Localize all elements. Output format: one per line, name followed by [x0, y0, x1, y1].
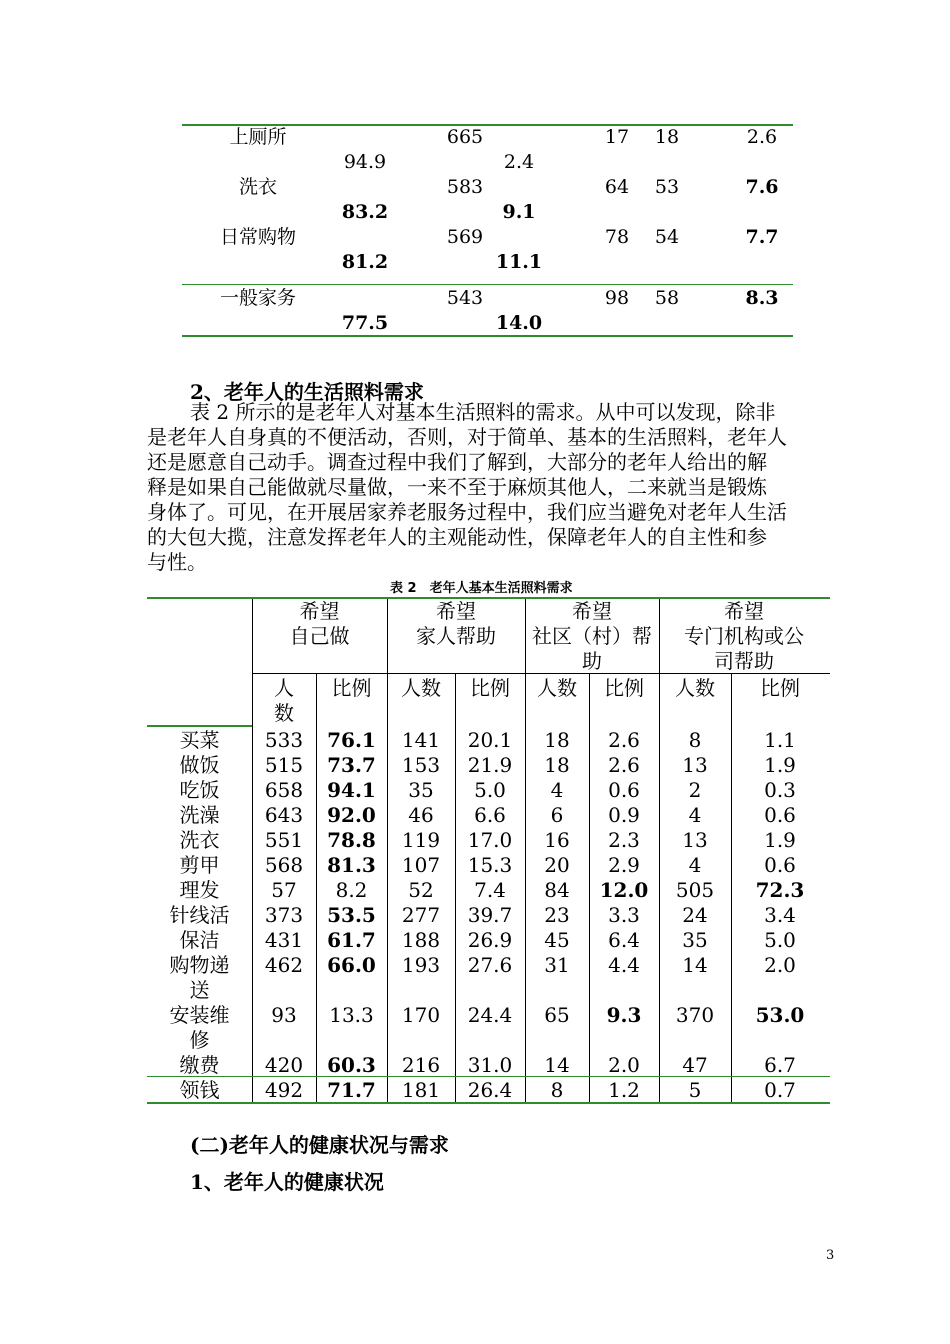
table2-cell-ratio: 60.3: [327, 1053, 376, 1077]
table1-cell-ratio: 94.9: [343, 151, 387, 173]
paragraph-line: 与性。: [147, 550, 207, 574]
table2-item-label-line: 剪甲: [179, 853, 220, 877]
table2-cell-count: 643: [264, 803, 304, 827]
table2-cell-ratio: 6.4: [608, 928, 640, 952]
table2-cell-ratio: 81.3: [327, 853, 376, 877]
table2-subheader-line: 人数: [537, 676, 577, 700]
table2-cell-count: 6: [550, 803, 564, 827]
table2-cell-count: 181: [401, 1078, 441, 1102]
table2-cell-count: 52: [408, 878, 434, 902]
table2-group-header-line: 专门机构或公: [684, 624, 804, 648]
page-number: 3: [826, 1248, 835, 1263]
table2-cell-count: 188: [401, 928, 441, 952]
table2-subheader-line: 人数: [675, 676, 715, 700]
table1: [0, 0, 950, 360]
table-row: [147, 728, 829, 753]
table2-cell-ratio: 4.4: [608, 953, 640, 977]
table2-subheader: [589, 676, 659, 701]
table2-cell-ratio: 13.3: [329, 1003, 374, 1027]
table2-item-label-line: 安装维: [169, 1003, 230, 1027]
table2-cell-count: 14: [544, 1053, 570, 1077]
table2-cell-count: 16: [544, 828, 570, 852]
table2-subheader-line: 比例: [604, 676, 644, 700]
table2-cell-count: 8: [688, 728, 702, 752]
table2-cell-ratio: 17.0: [467, 828, 513, 852]
table2-cell-ratio: 92.0: [327, 803, 376, 827]
table1-item-label: 洗衣: [238, 176, 277, 198]
table1-cell-count: 665: [446, 126, 484, 148]
table2-item-label: [147, 878, 252, 903]
table2-cell-ratio: 0.6: [764, 803, 796, 827]
table-row: [147, 828, 829, 853]
table1-cell-ratio: 7.7: [745, 226, 779, 248]
table2-cell-count: 84: [544, 878, 570, 902]
table2-cell-count: 505: [675, 878, 715, 902]
table2-subheader: [387, 676, 455, 701]
table-row: [147, 753, 829, 778]
table2-cell-count: 568: [264, 853, 304, 877]
table2-cell-ratio: 12.0: [599, 878, 649, 902]
table1-cell-count: 58: [654, 287, 680, 309]
table-row: [147, 928, 829, 953]
table2-item-label: [147, 778, 252, 803]
table2-cell-ratio: 66.0: [327, 953, 376, 977]
table2-subheader-line: 比例: [760, 676, 800, 700]
table1-cell-count: 17: [604, 126, 630, 148]
table2-cell-ratio: 21.9: [467, 753, 513, 777]
table2-item-label: [147, 903, 252, 928]
table2-cell-ratio: 27.6: [467, 953, 513, 977]
table2-cell-count: 658: [264, 778, 304, 802]
table2-cell-ratio: 24.4: [467, 1003, 513, 1027]
table2-item-label: [147, 728, 252, 753]
table2-cell-ratio: 0.6: [608, 778, 640, 802]
table-row: [147, 853, 829, 878]
table-row: [147, 1003, 829, 1053]
table2-item-label: [147, 1003, 252, 1053]
table2-stub-header-rule: [147, 725, 252, 727]
table2-subheader-line: 人数: [401, 676, 441, 700]
table2-cell-ratio: 94.1: [327, 778, 376, 802]
table2-group-header-line: 自己做: [289, 624, 350, 648]
table2-subheader-line: 数: [274, 701, 294, 725]
table1-cell-count: 98: [604, 287, 630, 309]
table2-cell-count: 373: [264, 903, 304, 927]
table2-cell-count: 462: [264, 953, 304, 977]
table2-subheader-line: 比例: [470, 676, 510, 700]
table-row: [147, 1053, 829, 1078]
table2-cell-count: 370: [675, 1003, 715, 1027]
table2-cell-count: 4: [688, 803, 702, 827]
paragraph-line: 释是如果自己能做就尽量做，一来不至于麻烦其他人，二来就当是锻炼: [147, 475, 767, 499]
table2-cell-ratio: 76.1: [327, 728, 376, 752]
table2-group-header-line: 希望: [572, 599, 612, 623]
table2-cell-count: 492: [264, 1078, 304, 1102]
table2: [147, 597, 830, 1107]
table2-subheader: [659, 676, 731, 701]
table1-item-label: 日常购物: [219, 226, 296, 248]
table2-cell-count: 18: [544, 728, 570, 752]
table2-cell-count: 153: [401, 753, 441, 777]
table2-cell-count: 431: [264, 928, 304, 952]
table2-item-label-line: 买菜: [179, 728, 220, 752]
table2-cell-count: 65: [544, 1003, 570, 1027]
table2-caption: 表 2 老年人基本生活照料需求: [390, 581, 573, 596]
table2-cell-ratio: 6.7: [764, 1053, 796, 1077]
table-row: [147, 953, 829, 1003]
table2-cell-ratio: 1.2: [608, 1078, 640, 1102]
table2-cell-ratio: 71.7: [327, 1078, 376, 1102]
table2-group-header-line: 助: [582, 649, 602, 673]
table1-bottom-rule: [182, 335, 793, 337]
table2-item-label: [147, 853, 252, 878]
table2-cell-ratio: 1.9: [764, 828, 796, 852]
table1-cell-count: 53: [654, 176, 680, 198]
table-row: [147, 878, 829, 903]
table1-cell-count: 583: [446, 176, 484, 198]
table2-cell-count: 23: [544, 903, 570, 927]
table2-cell-ratio: 1.9: [764, 753, 796, 777]
table2-subheader-line: 人: [274, 676, 294, 700]
table2-item-label-line: 洗澡: [179, 803, 220, 827]
table2-cell-ratio: 26.4: [467, 1078, 513, 1102]
table2-cell-ratio: 78.8: [327, 828, 376, 852]
table2-item-label-line: 理发: [179, 878, 220, 902]
table2-cell-ratio: 8.2: [335, 878, 368, 902]
table2-cell-ratio: 0.9: [608, 803, 640, 827]
table2-item-label-line: 洗衣: [179, 828, 220, 852]
table2-item-label-line: 送: [189, 978, 210, 1002]
health-subheading: 1、老年人的健康状况: [190, 1170, 384, 1194]
table2-cell-ratio: 0.7: [764, 1078, 796, 1102]
table2-group-header: [659, 599, 829, 674]
paragraph-line: 表 2 所示的是老年人对基本生活照料的需求。从中可以发现，除非: [190, 400, 776, 424]
table1-cell-ratio: 81.2: [341, 251, 389, 273]
table2-cell-count: 18: [544, 753, 570, 777]
table2-item-label-line: 缴费: [179, 1053, 220, 1077]
table2-cell-ratio: 7.4: [474, 878, 506, 902]
table2-group-header: [525, 599, 659, 674]
table1-cell-ratio: 2.4: [503, 151, 535, 173]
table2-cell-count: 24: [682, 903, 708, 927]
section-paragraph: [147, 400, 837, 580]
table2-cell-ratio: 15.3: [467, 853, 513, 877]
table2-cell-ratio: 6.6: [474, 803, 506, 827]
table1-cell-count: 64: [604, 176, 630, 198]
table2-cell-ratio: 0.6: [764, 853, 796, 877]
table2-cell-count: 57: [271, 878, 297, 902]
table2-cell-count: 551: [264, 828, 304, 852]
table2-group-header: [387, 599, 525, 649]
table1-item-label: 上厕所: [229, 126, 287, 148]
table-row: [147, 803, 829, 828]
table2-group-header-line: 司帮助: [714, 649, 774, 673]
table1-cell-ratio: 11.1: [495, 251, 543, 273]
table1-cell-ratio: 14.0: [495, 312, 543, 334]
table2-cell-ratio: 20.1: [467, 728, 513, 752]
table1-cell-count: 18: [654, 126, 680, 148]
table2-subheader-line: 比例: [331, 676, 372, 700]
table2-cell-ratio: 2.9: [608, 853, 640, 877]
table2-cell-count: 47: [682, 1053, 708, 1077]
table2-group-header-line: 家人帮助: [416, 624, 496, 648]
table1-cell-count: 543: [446, 287, 484, 309]
table2-group-header-line: 社区（村）帮: [532, 624, 652, 648]
table2-item-label-line: 修: [189, 1028, 210, 1052]
table2-cell-count: 13: [682, 828, 708, 852]
table2-item-label-line: 购物递: [169, 953, 230, 977]
table2-cell-count: 45: [544, 928, 570, 952]
table2-group-header-line: 希望: [299, 599, 340, 623]
table2-subheader: [731, 676, 829, 701]
table2-item-label-line: 针线活: [169, 903, 230, 927]
table2-cell-count: 216: [401, 1053, 441, 1077]
table2-cell-ratio: 61.7: [327, 928, 376, 952]
table1-cell-ratio: 8.3: [745, 287, 779, 309]
table2-subheader: [455, 676, 525, 701]
table1-cell-ratio: 83.2: [341, 201, 389, 223]
table2-item-label: [147, 1053, 252, 1078]
table-row: [147, 1078, 829, 1103]
table1-cell-ratio: 9.1: [502, 201, 536, 223]
table2-cell-ratio: 73.7: [327, 753, 376, 777]
table2-cell-ratio: 26.9: [467, 928, 513, 952]
table1-cell-ratio: 2.6: [746, 126, 778, 148]
table2-cell-count: 14: [682, 953, 708, 977]
table2-cell-count: 35: [682, 928, 708, 952]
table2-cell-ratio: 2.6: [608, 728, 640, 752]
table2-cell-ratio: 2.0: [608, 1053, 640, 1077]
table2-cell-count: 13: [682, 753, 708, 777]
table2-cell-ratio: 0.3: [764, 778, 796, 802]
section-heading: 2、老年人的生活照料需求: [190, 380, 424, 404]
table2-item-label-line: 吃饭: [179, 778, 220, 802]
table2-cell-count: 2: [688, 778, 702, 802]
table2-cell-ratio: 5.0: [764, 928, 796, 952]
table2-item-label: [147, 803, 252, 828]
table2-cell-count: 107: [401, 853, 441, 877]
table1-cell-ratio: 77.5: [341, 312, 389, 334]
table2-subheader: [525, 676, 589, 701]
table2-cell-ratio: 5.0: [474, 778, 506, 802]
table2-cell-count: 46: [408, 803, 434, 827]
table2-cell-ratio: 1.1: [764, 728, 796, 752]
table2-cell-ratio: 2.6: [608, 753, 640, 777]
table2-subheader: [252, 676, 316, 726]
table2-cell-ratio: 53.0: [755, 1003, 805, 1027]
table2-item-label-line: 保洁: [179, 928, 220, 952]
table2-item-label-line: 领钱: [179, 1078, 220, 1102]
table2-cell-count: 31: [544, 953, 570, 977]
table2-cell-count: 141: [401, 728, 441, 752]
table1-cell-count: 54: [654, 226, 680, 248]
table-row: [147, 903, 829, 928]
table2-subheader: [316, 676, 387, 701]
paragraph-line: 还是愿意自己动手。调查过程中我们了解到，大部分的老年人给出的解: [147, 450, 767, 474]
table2-group-header-line: 希望: [724, 599, 764, 623]
table2-cell-ratio: 72.3: [755, 878, 805, 902]
health-section-heading: (二)老年人的健康状况与需求: [190, 1133, 449, 1157]
table2-cell-ratio: 3.3: [608, 903, 640, 927]
table2-cell-count: 20: [544, 853, 570, 877]
table1-cell-ratio: 7.6: [745, 176, 779, 198]
table2-cell-count: 8: [550, 1078, 564, 1102]
table2-cell-count: 515: [264, 753, 304, 777]
table2-item-label-line: 做饭: [179, 753, 220, 777]
paragraph-line: 是老年人自身真的不便活动，否则，对于简单、基本的生活照料，老年人: [147, 425, 787, 449]
table2-cell-ratio: 2.0: [764, 953, 796, 977]
paragraph-line: 的大包大揽，注意发挥老年人的主观能动性，保障老年人的自主性和参: [147, 525, 767, 549]
table2-cell-count: 4: [688, 853, 702, 877]
table1-cell-count: 569: [446, 226, 484, 248]
table2-cell-count: 277: [401, 903, 441, 927]
table2-cell-count: 4: [550, 778, 564, 802]
table2-item-label: [147, 753, 252, 778]
table-row: [147, 778, 829, 803]
table2-item-label: [147, 1078, 252, 1103]
table2-cell-ratio: 2.3: [608, 828, 640, 852]
table2-cell-ratio: 31.0: [467, 1053, 513, 1077]
table2-cell-count: 420: [264, 1053, 304, 1077]
table2-cell-count: 5: [688, 1078, 702, 1102]
table1-separator-rule: [182, 284, 793, 285]
table2-item-label: [147, 953, 252, 1003]
table2-cell-count: 35: [408, 778, 434, 802]
paragraph-line: 身体了。可见，在开展居家养老服务过程中，我们应当避免对老年人生活: [147, 500, 787, 524]
table2-cell-count: 93: [271, 1003, 297, 1027]
table2-cell-ratio: 3.4: [764, 903, 796, 927]
table2-cell-count: 119: [401, 828, 441, 852]
table2-cell-count: 170: [401, 1003, 441, 1027]
table2-group-header-line: 希望: [436, 599, 476, 623]
table2-item-label: [147, 828, 252, 853]
table2-cell-count: 533: [264, 728, 304, 752]
table2-group-header: [252, 599, 387, 649]
table2-cell-ratio: 39.7: [467, 903, 513, 927]
table2-cell-ratio: 9.3: [606, 1003, 642, 1027]
table2-item-label: [147, 928, 252, 953]
table1-cell-count: 78: [604, 226, 630, 248]
table1-item-label: 一般家务: [219, 287, 296, 309]
table2-cell-ratio: 53.5: [327, 903, 376, 927]
table2-cell-count: 193: [401, 953, 441, 977]
